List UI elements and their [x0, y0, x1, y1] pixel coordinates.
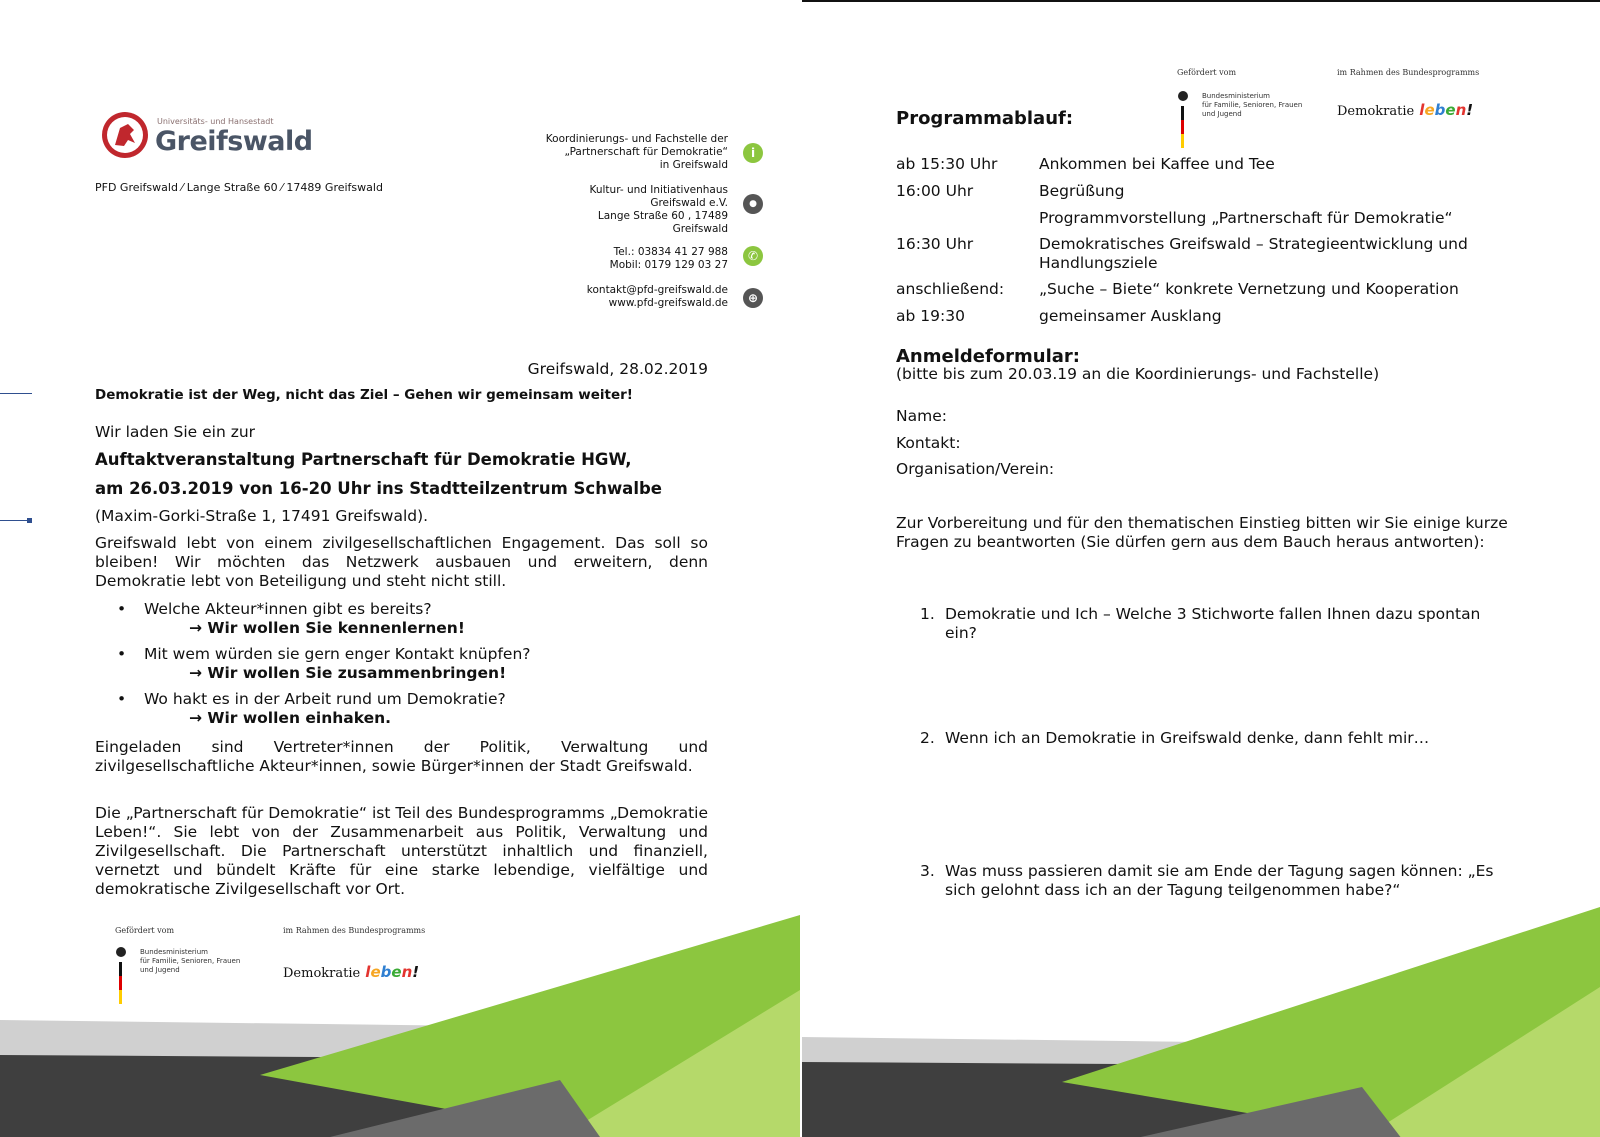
- schedule-desc: gemeinsamer Ausklang: [1039, 307, 1222, 325]
- list-item: [117, 645, 717, 683]
- schedule-time: ab 15:30 Uhr: [896, 155, 998, 173]
- bullet-dot: •: [117, 600, 127, 618]
- question-text: Demokratie und Ich – Welche 3 Stichworte fallen Ihnen dazu spontan ein?: [945, 605, 1481, 642]
- contact-web: [587, 284, 728, 310]
- contact-line: „Partnerschaft für Demokratie“: [564, 146, 728, 158]
- greifswald-logo: [100, 110, 150, 164]
- leben-letter: b: [380, 963, 392, 981]
- leben-letter: e: [1445, 101, 1456, 119]
- question-number: 1.: [920, 605, 935, 623]
- leben-letter: n: [1455, 101, 1467, 119]
- ministry-name: [1202, 92, 1302, 119]
- intro-line: Wir laden Sie ein zur: [95, 423, 256, 441]
- page-program: [802, 0, 1600, 1137]
- event-title: Auftaktveranstaltung Partnerschaft für Demokratie HGW,: [95, 450, 632, 469]
- contact-coord: [546, 133, 728, 172]
- contact-address: [589, 184, 728, 236]
- sender-line: PFD Greifswald ⁄ Lange Straße 60 ⁄ 17489 Greifswald: [95, 181, 383, 194]
- leben-letter: e: [1424, 101, 1435, 119]
- paragraph-engagement: Greifswald lebt von einem zivilgesellschaftlichen Engagement. Das soll so bleiben! Wir möchten das Netzwerk ausbauen und erweitern, denn Demokratie lebt von Beteiligung und steht nicht still.: [95, 534, 708, 590]
- schedule-desc: „Suche – Biete“ konkrete Vernetzung und Kooperation: [1039, 280, 1459, 298]
- margin-mark: [0, 393, 32, 394]
- letter-date: Greifswald, 28.02.2019: [527, 360, 708, 378]
- griffin-seal-icon: [100, 110, 150, 160]
- logo-word: Greifswald: [155, 126, 313, 157]
- location-icon: ●: [743, 194, 763, 214]
- bullet-dot: •: [117, 645, 127, 663]
- leben-letter: !: [412, 963, 420, 981]
- ministry-line: für Familie, Senioren, Frauen: [1202, 101, 1303, 109]
- ministry-line: und Jugend: [140, 966, 180, 974]
- leben-letter: e: [391, 963, 402, 981]
- demokratie-leben-logo: [1337, 100, 1473, 119]
- schedule-desc: Ankommen bei Kaffee und Tee: [1039, 155, 1275, 173]
- contact-line: Lange Straße 60 , 17489: [597, 210, 728, 222]
- funding-banner: [1157, 60, 1492, 152]
- bullet-answer: → Wir wollen Sie zusammenbringen!: [189, 664, 507, 682]
- leben-letter: b: [1434, 101, 1446, 119]
- program-label: im Rahmen des Bundesprogramms: [1337, 68, 1480, 77]
- contact-line: Koordinierungs- und Fachstelle der: [545, 133, 728, 145]
- ministry-line: und Jugend: [1202, 110, 1242, 118]
- contact-line: Mobil: 0179 129 03 27: [609, 259, 728, 271]
- field-name-label: Name:: [896, 407, 947, 425]
- schedule-time: ab 19:30: [896, 307, 965, 325]
- schedule-desc: Demokratisches Greifswald – Strategieentwicklung und Handlungsziele: [1039, 235, 1468, 272]
- demokratie-word: Demokratie: [283, 966, 361, 981]
- ministry-line: Bundesministerium: [140, 948, 208, 956]
- list-item: [117, 600, 717, 638]
- bullet-list: [117, 600, 717, 728]
- logo-subtitle: Universitäts- und Hansestadt: [157, 117, 274, 126]
- ministry-name: [140, 948, 240, 975]
- question-number: 3.: [920, 862, 935, 880]
- funding-label: Gefördert vom: [1177, 68, 1237, 77]
- bullet-question: Welche Akteur*innen gibt es bereits?: [144, 600, 432, 618]
- contact-phone: [610, 246, 728, 272]
- list-item: [117, 690, 717, 728]
- schedule-desc: Programmvorstellung „Partnerschaft für Demokratie“: [1039, 209, 1453, 227]
- bullet-dot: •: [117, 690, 127, 708]
- globe-icon: ⊕: [743, 288, 763, 308]
- slogan: Demokratie ist der Weg, nicht das Ziel – Gehen wir gemeinsam weiter!: [95, 387, 633, 403]
- question-text: Was muss passieren damit sie am Ende der Tagung sagen können: „Es sich gelohnt dass ich an der Tagung teilgenommen habe?“: [945, 862, 1494, 899]
- bullet-question: Wo hakt es in der Arbeit rund um Demokratie?: [144, 690, 506, 708]
- bullet-answer: → Wir wollen Sie kennenlernen!: [189, 619, 465, 637]
- schedule-time: 16:30 Uhr: [896, 235, 974, 253]
- leben-word: [1419, 101, 1473, 119]
- contact-line: in Greifswald: [659, 159, 728, 171]
- event-date-location: am 26.03.2019 von 16-20 Uhr ins Stadtteilzentrum Schwalbe: [95, 479, 662, 498]
- form-note: (bitte bis zum 20.03.19 an die Koordinierungs- und Fachstelle): [896, 365, 1380, 383]
- contact-line: Kultur- und Initiativenhaus: [589, 184, 728, 196]
- demokratie-leben-logo: [283, 962, 419, 981]
- form-heading: Anmeldeformular:: [896, 346, 1081, 367]
- margin-mark: [0, 520, 30, 521]
- contact-line: Greifswald e.V.: [650, 197, 728, 209]
- field-contact-label: Kontakt:: [896, 434, 961, 452]
- schedule-time: 16:00 Uhr: [896, 182, 974, 200]
- ministry-line: Bundesministerium: [1202, 92, 1270, 100]
- margin-mark: [27, 518, 32, 523]
- ministry-line: für Familie, Senioren, Frauen: [140, 957, 241, 965]
- contact-line: Tel.: 03834 41 27 988: [613, 246, 728, 258]
- funding-label: Gefördert vom: [115, 926, 175, 935]
- leben-letter: e: [370, 963, 381, 981]
- leben-letter: !: [1466, 101, 1474, 119]
- contact-line: Greifswald: [672, 223, 728, 235]
- website-link[interactable]: www.pfd-greifswald.de: [608, 297, 728, 309]
- bullet-question: Mit wem würden sie gern enger Kontakt knüpfen?: [144, 645, 531, 663]
- phone-icon: ✆: [743, 246, 763, 266]
- paragraph-invited: Eingeladen sind Vertreter*innen der Politik, Verwaltung und zivilgesellschaftliche Akteur*innen, sowie Bürger*innen der Stadt Greifswald.: [95, 738, 708, 775]
- demokratie-word: Demokratie: [1337, 104, 1415, 119]
- paragraph-partnership: Die „Partnerschaft für Demokratie“ ist Teil des Bundesprogramms „Demokratie Leben!“. Sie lebt von der Zusammenarbeit aus Politik, Verwaltung und Zivilgesellschaft. Die Partnerschaft unterstützt inhaltlich und finanziell, vernetzt und bündelt Kräfte für eine starke lebendige, vielfältige und demokratische Zivilgesellschaft vor Ort.: [95, 804, 708, 898]
- prep-text: Zur Vorbereitung und für den thematischen Einstieg bitten wir Sie einige kurze Fragen zu beantworten (Sie dürfen gern aus dem Bauch heraus antworten):: [896, 514, 1508, 551]
- email-link[interactable]: kontakt@pfd-greifswald.de: [586, 284, 728, 296]
- info-icon: i: [743, 143, 763, 163]
- schedule-time: anschließend:: [896, 280, 1005, 298]
- leben-word: [365, 963, 419, 981]
- leben-letter: l: [365, 963, 371, 981]
- federal-eagle-icon: [1177, 90, 1189, 152]
- bullet-answer: → Wir wollen einhaken.: [189, 709, 392, 727]
- event-address: (Maxim-Gorki-Straße 1, 17491 Greifswald).: [95, 507, 429, 525]
- program-label: im Rahmen des Bundesprogramms: [283, 926, 426, 935]
- question-number: 2.: [920, 729, 935, 747]
- federal-eagle-icon: [115, 946, 127, 1008]
- funding-banner: [95, 910, 430, 1002]
- field-organisation-label: Organisation/Verein:: [896, 460, 1055, 478]
- question-text: Wenn ich an Demokratie in Greifswald denke, dann fehlt mir…: [945, 729, 1430, 747]
- program-heading: Programmablauf:: [896, 108, 1074, 129]
- leben-letter: n: [401, 963, 413, 981]
- leben-letter: l: [1419, 101, 1425, 119]
- schedule-desc: Begrüßung: [1039, 182, 1125, 200]
